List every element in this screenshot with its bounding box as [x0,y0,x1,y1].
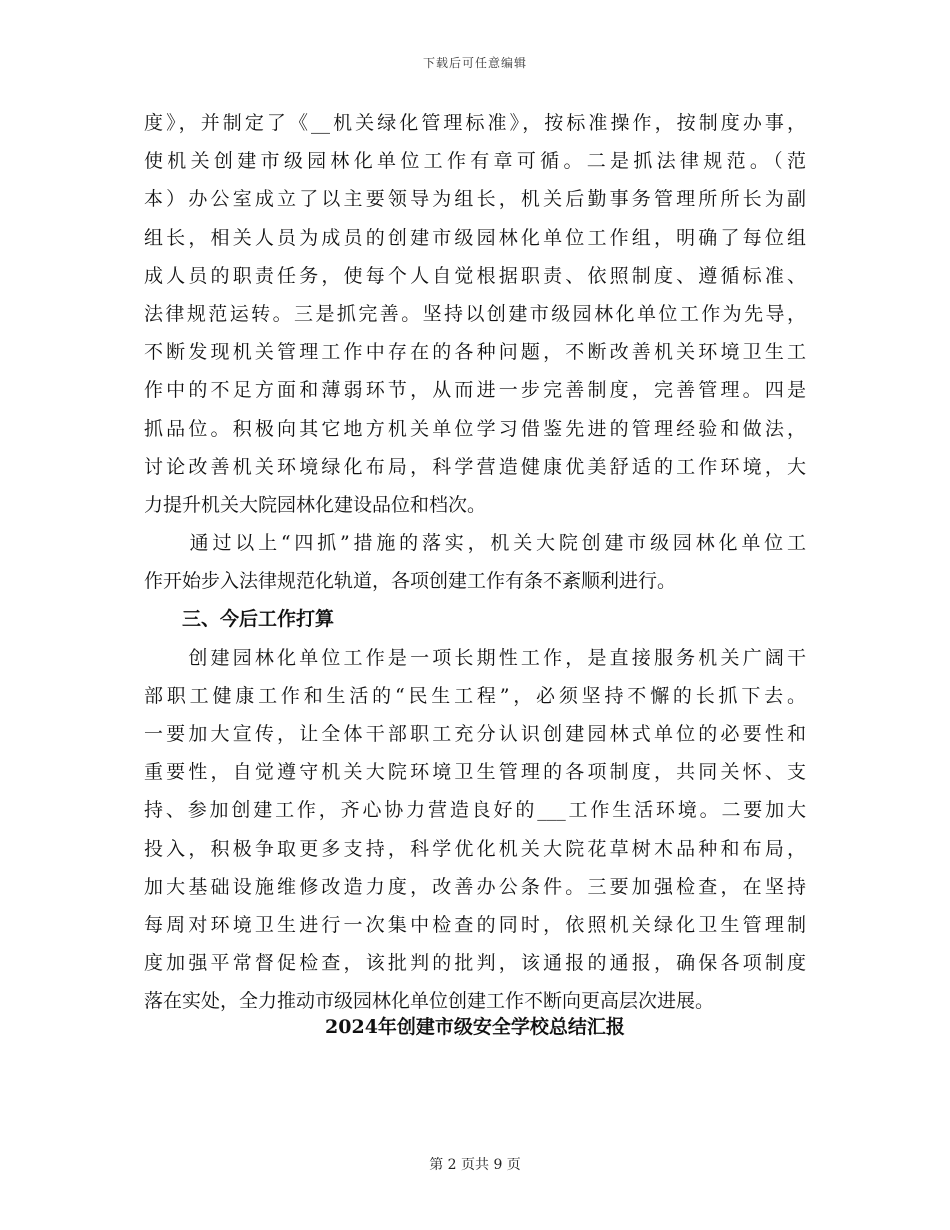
body-line: 抓品位。积极向其它地方机关单位学习借鉴先进的管理经验和做法， [144,417,806,440]
body-line: 法律规范运转。三是抓完善。坚持以创建市级园林化单位工作为先导， [144,302,806,325]
next-section-title: 2024年创建市级安全学校总结汇报 [325,1016,625,1038]
body-line: 通过以上“四抓”措施的落实，机关大院创建市级园林化单位工 [144,532,806,555]
section-heading: 三、今后工作打算 [144,608,335,631]
body-line: 一要加大宣传，让全体干部职工充分认识创建园林式单位的必要性和 [144,723,806,745]
body-line: 力提升机关大院园林化建设品位和档次。 [144,493,487,516]
page-header: 下载后可任意编辑 [422,56,527,70]
body-line: 度加强平常督促检查，该批判的批判，该通报的通报，确保各项制度 [144,952,806,975]
document-body [144,104,806,1021]
body-line: 投入，积极争取更多支持，科学优化机关大院花草树木品种和布局， [144,837,806,860]
body-line: 不断发现机关管理工作中存在的各种问题，不断改善机关环境卫生工 [144,341,806,364]
body-line: 作中的不足方面和薄弱环节，从而进一步完善制度，完善管理。四是 [144,379,806,402]
body-line: 每周对环境卫生进行一次集中检查的同时，依照机关绿化卫生管理制 [144,913,806,936]
body-line: 落在实处，全力推动市级园林化单位创建工作不断向更高层次进展。 [144,990,715,1013]
body-line: 创建园林化单位工作是一项长期性工作，是直接服务机关广阔干 [144,646,806,669]
body-line: 加大基础设施维修改造力度，改善办公条件。三要加强检查，在坚持 [144,875,806,898]
page-number: 第 2 页共 9 页 [429,1157,521,1173]
body-line: 讨论改善机关环境绿化布局，科学营造健康优美舒适的工作环境，大 [144,455,806,478]
body-line: 本）办公室成立了以主要领导为组长，机关后勤事务管理所所长为副 [144,188,806,211]
body-line: 使机关创建市级园林化单位工作有章可循。二是抓法律规范。（范 [144,150,806,173]
body-line: 持、参加创建工作，齐心协力营造良好的___工作生活环境。二要加大 [144,799,806,822]
body-line: 度》，并制定了《__机关绿化管理标准》，按标准操作，按制度办事， [144,112,806,134]
body-line: 重要性，自觉遵守机关大院环境卫生管理的各项制度，共同关怀、支 [144,761,806,784]
body-line: 成人员的职责任务，使每个人自觉根据职责、依照制度、遵循标准、 [144,264,806,287]
body-line: 作开始步入法律规范化轨道，各项创建工作有条不紊顺利进行。 [144,570,677,593]
body-line: 部职工健康工作和生活的“民生工程”，必须坚持不懈的长抓下去。 [144,684,806,707]
body-line: 组长，相关人员为成员的创建市级园林化单位工作组，明确了每位组 [144,226,806,249]
